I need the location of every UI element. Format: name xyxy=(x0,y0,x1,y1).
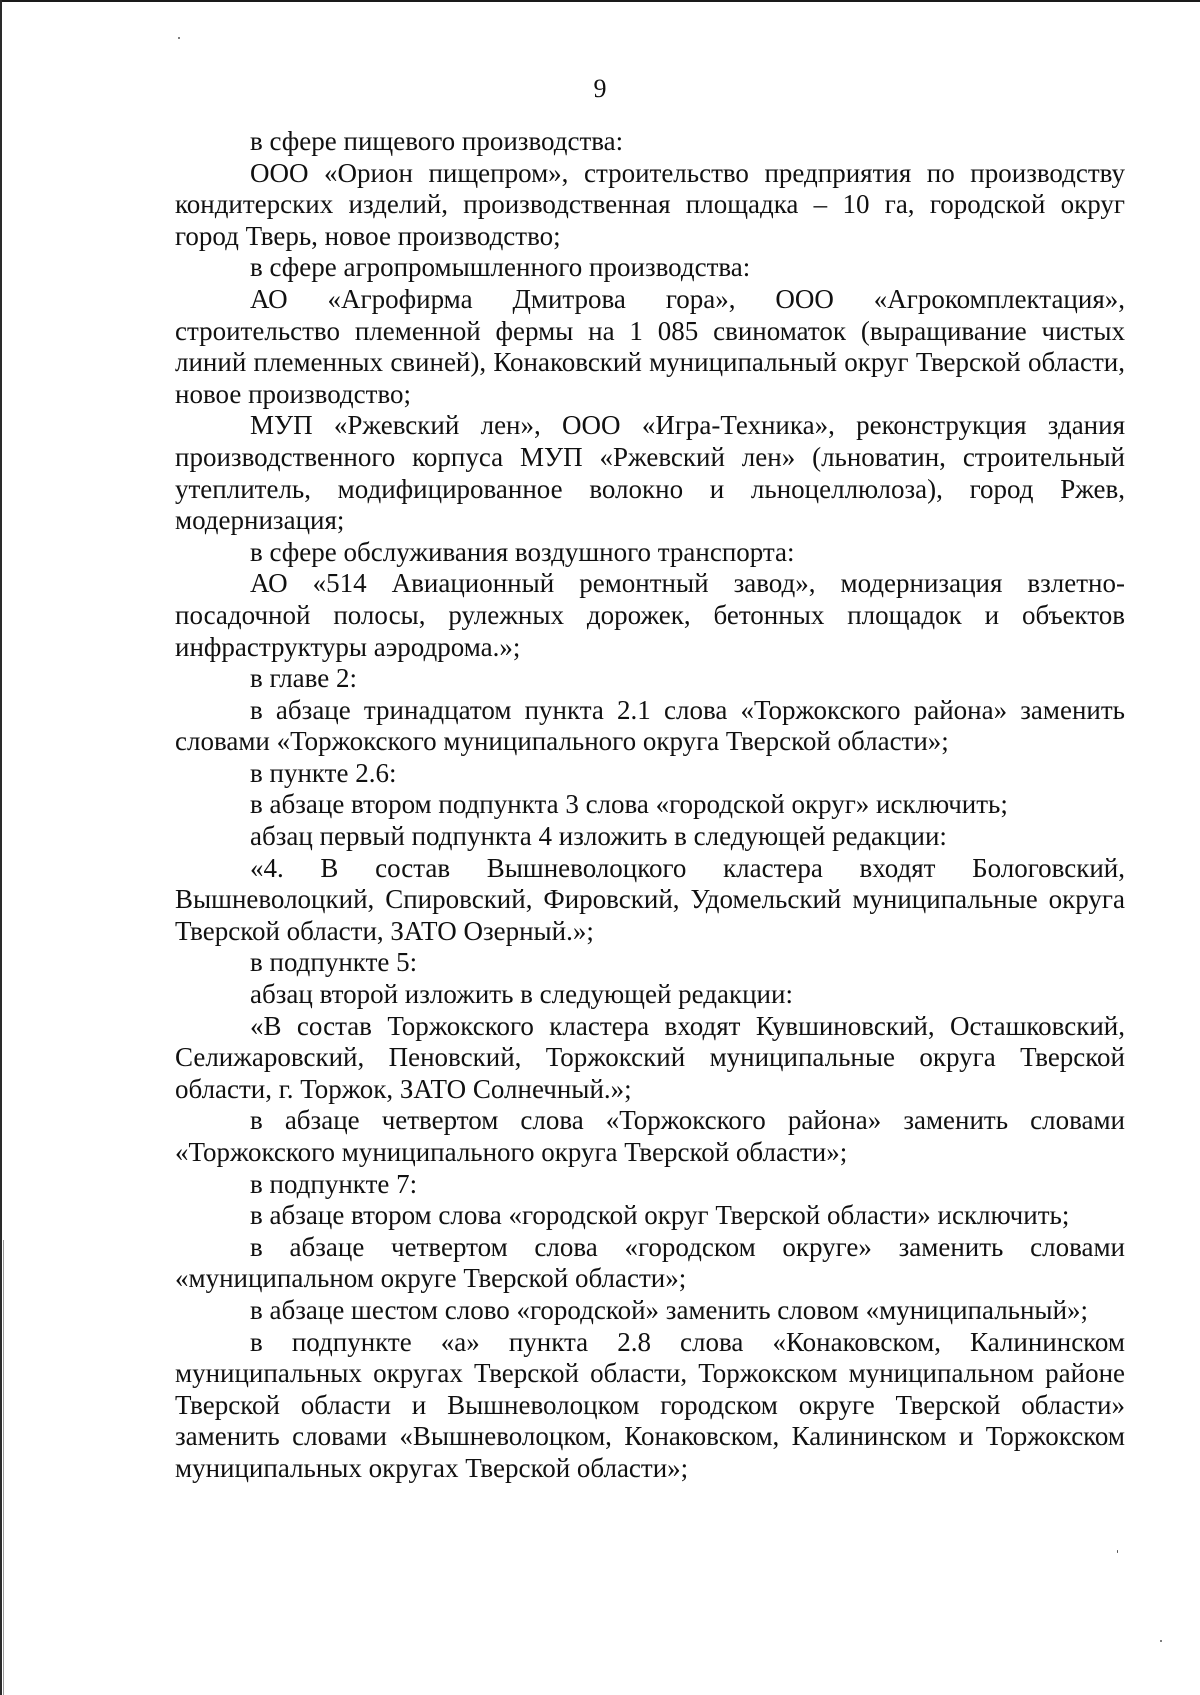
scan-left-edge xyxy=(0,0,2,1695)
paragraph: в абзаце четвертом слова «городском округе» заменить словами «муниципальном округе Тверской области»; xyxy=(175,1231,1125,1294)
paragraph: абзац второй изложить в следующей редакции: xyxy=(250,979,793,1010)
paragraph: «В состав Торжокского кластера входят Кувшиновский, Осташковский, Селижаровский, Пеновский, Торжокский муниципальные округа Тверской области, г. Торжок, ЗАТО Солнечный.»; xyxy=(175,1010,1125,1104)
paragraph: МУП «Ржевский лен», ООО «Игра-Техника», реконструкция здания производственного корпуса МУП «Ржевский лен» (льноватин, строительный утеплитель, модифицированное волокно и льноцеллюлоза), город Ржев, модернизация; xyxy=(175,410,1125,536)
page-number: 9 xyxy=(593,74,607,103)
paragraph: в подпункте 5: xyxy=(250,947,418,978)
paragraph: в абзаце втором слова «городской округ Тверской области» исключить; xyxy=(250,1200,1070,1231)
paragraph: в абзаце четвертом слова «Торжокского района» заменить словами «Торжокского муниципального округа Тверской области»; xyxy=(175,1105,1125,1167)
document-body xyxy=(175,126,1125,1485)
paragraph: в подпункте «а» пункта 2.8 слова «Конаковском, Калининском муниципальных округах Тверской области, Торжокском муниципальном районе Тверской области и Вышневолоцком городском округе Тверской области» заменить словами «Вышневолоцком, Конаковском, Калининском и Торжокском муниципальных округах Тверской области»; xyxy=(175,1326,1125,1483)
paragraph: в главе 2: xyxy=(250,663,357,694)
paragraph: ООО «Орион пищепром», строительство предприятия по производству кондитерских изделий, производственная площадка – 10 га, городской округ город Тверь, новое производство; xyxy=(175,157,1125,251)
scan-speck xyxy=(178,37,180,39)
paragraph: АО «514 Авиационный ремонтный завод», модернизация взлетно-посадочной полосы, рулежных дорожек, бетонных площадок и объектов инфраструктуры аэродрома.»; xyxy=(175,568,1125,662)
paragraph: АО «Агрофирма Дмитрова гора», ООО «Агрокомплектация», строительство племенной фермы на 1 085 свиноматок (выращивание чистых линий племенных свиней), Конаковский муниципальный округ Тверской области, новое производство; xyxy=(175,283,1125,409)
paragraph: в абзаце втором подпункта 3 слова «городской округ» исключить; xyxy=(250,789,1008,820)
paragraph: в сфере пищевого производства: xyxy=(250,126,624,156)
paragraph: «4. В состав Вышневолоцкого кластера входят Бологовский, Вышневолоцкий, Спировский, Фировский, Удомельский муниципальные округа Тверской области, ЗАТО Озерный.»; xyxy=(175,852,1125,946)
paragraph: в подпункте 7: xyxy=(250,1168,418,1199)
paragraph: абзац первый подпункта 4 изложить в следующей редакции: xyxy=(250,821,947,852)
scan-left-shadow xyxy=(3,1240,4,1695)
paragraph: в сфере агропромышленного производства: xyxy=(250,252,751,283)
paragraph: в пункте 2.6: xyxy=(250,757,397,788)
paragraph: в сфере обслуживания воздушного транспорта: xyxy=(250,536,795,567)
paragraph: в абзаце тринадцатом пункта 2.1 слова «Торжокского района» заменить словами «Торжокского муниципального округа Тверской области»; xyxy=(175,694,1125,757)
scan-speck xyxy=(1160,1640,1162,1642)
scan-speck xyxy=(1117,1550,1118,1553)
paragraph: в абзаце шестом слово «городской» заменить словом «муниципальный»; xyxy=(250,1294,1089,1325)
scan-top-edge xyxy=(0,0,1200,2)
